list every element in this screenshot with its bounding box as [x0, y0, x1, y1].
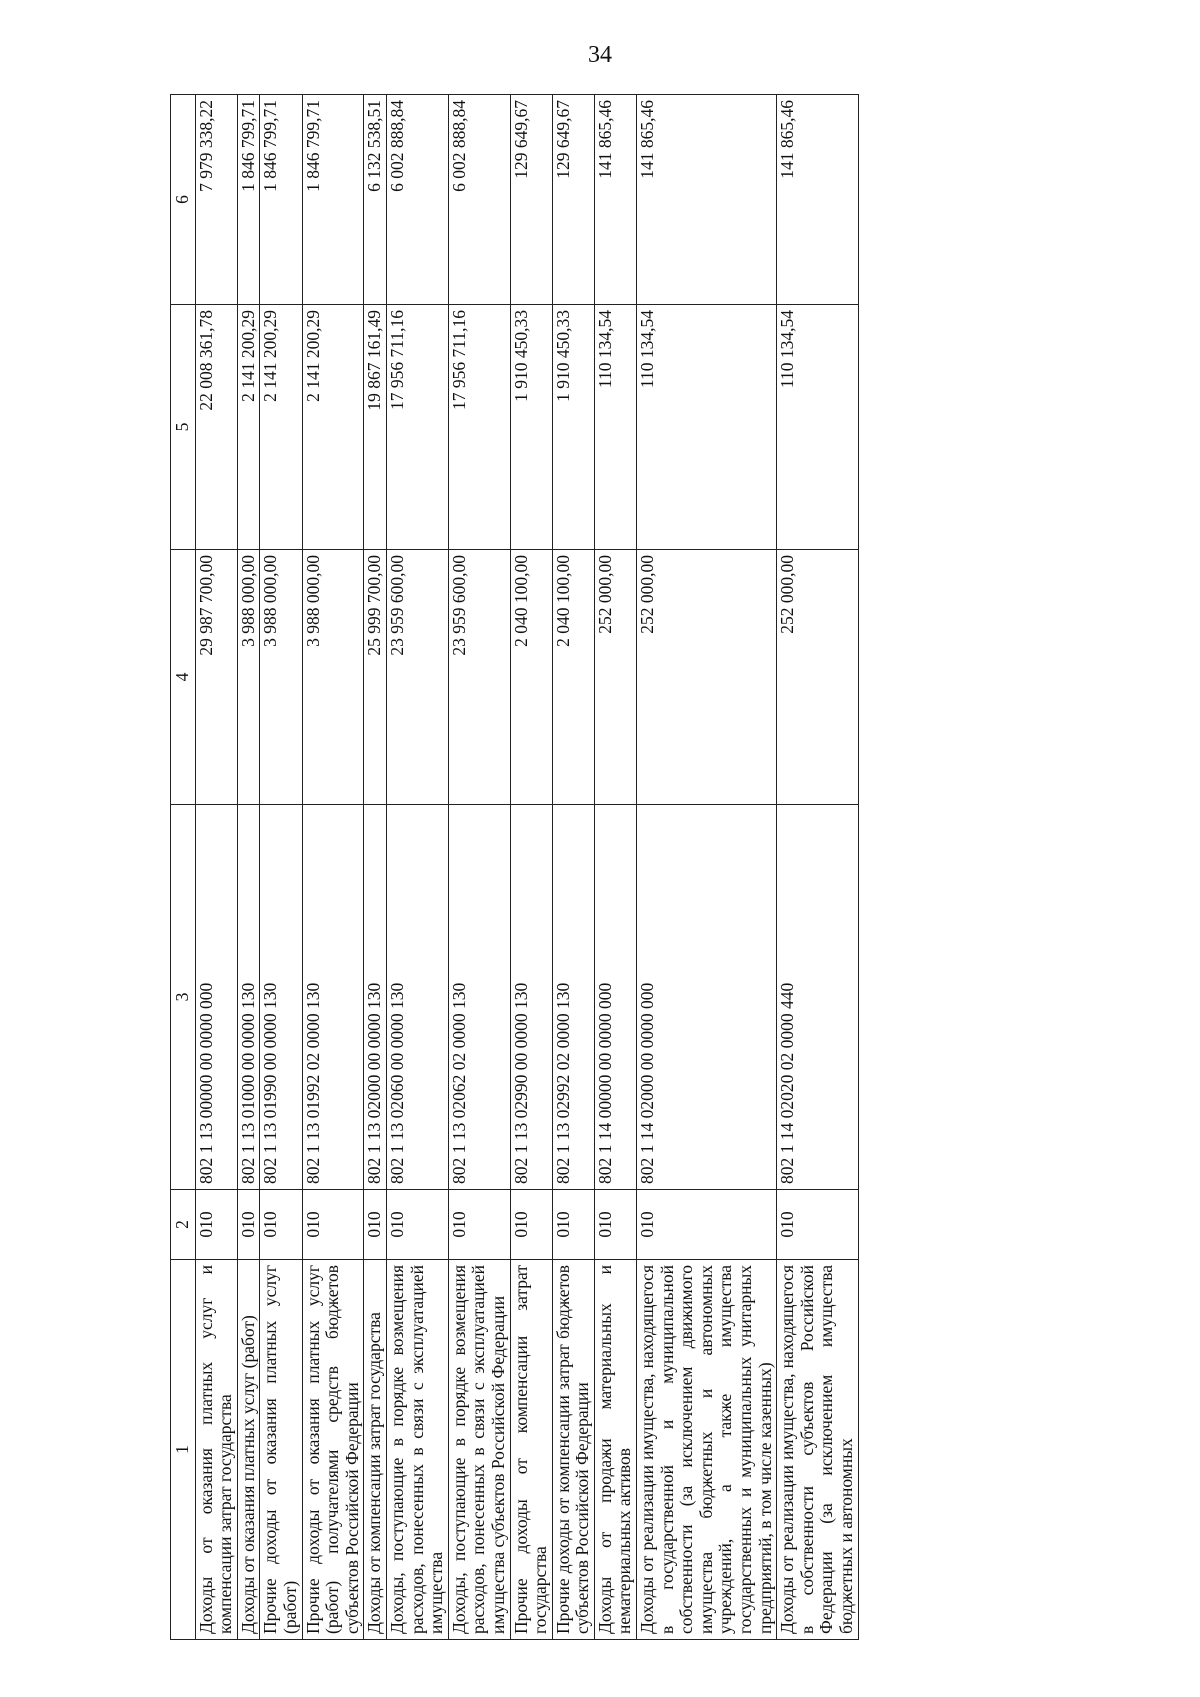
row-name-cell: Доходы от продажи материальных и нематериальных активов — [594, 1260, 636, 1640]
row-name-cell: Прочие доходы от компенсации затрат государства — [510, 1260, 552, 1640]
table-frame — [170, 95, 1160, 1640]
row-line-code-cell: 010 — [260, 1190, 302, 1260]
row-unexecuted-amount-cell: 1 846 799,71 — [237, 95, 260, 305]
table-row — [637, 95, 777, 1640]
header-col-4: 4 — [171, 550, 196, 805]
row-executed-amount-cell: 2 141 200,29 — [302, 305, 364, 550]
row-unexecuted-amount-cell: 1 846 799,71 — [302, 95, 364, 305]
row-line-code-cell: 010 — [386, 1190, 448, 1260]
row-line-code-cell: 010 — [448, 1190, 510, 1260]
row-unexecuted-amount-cell: 1 846 799,71 — [260, 95, 302, 305]
row-unexecuted-amount-cell: 141 865,46 — [637, 95, 777, 305]
row-executed-amount-cell: 1 910 450,33 — [510, 305, 552, 550]
table-row — [364, 95, 387, 1640]
table-row — [448, 95, 510, 1640]
row-executed-amount-cell: 17 956 711,16 — [448, 305, 510, 550]
row-budget-code-cell: 802 1 13 01990 00 0000 130 — [260, 805, 302, 1190]
row-budget-code-cell: 802 1 13 01992 02 0000 130 — [302, 805, 364, 1190]
row-executed-amount-cell: 2 141 200,29 — [260, 305, 302, 550]
row-budget-code-cell: 802 1 13 02000 00 0000 130 — [364, 805, 387, 1190]
row-budget-code-cell: 802 1 13 01000 00 0000 130 — [237, 805, 260, 1190]
row-executed-amount-cell: 110 134,54 — [777, 305, 858, 550]
row-name-cell: Прочие доходы от оказания платных услуг (работ) получателями средств бюджетов субъектов Российской Федерации — [302, 1260, 364, 1640]
table-row — [195, 95, 237, 1640]
table-row — [510, 95, 552, 1640]
row-name-cell: Прочие доходы от оказания платных услуг (работ) — [260, 1260, 302, 1640]
table-body — [195, 95, 858, 1640]
header-col-5: 5 — [171, 305, 196, 550]
table-row — [260, 95, 302, 1640]
row-name-cell: Доходы, поступающие в порядке возмещения расходов, понесенных в связи с эксплуатацией имущества субъектов Российской Федерации — [448, 1260, 510, 1640]
row-approved-amount-cell: 252 000,00 — [594, 550, 636, 805]
row-budget-code-cell: 802 1 13 00000 00 0000 000 — [195, 805, 237, 1190]
table-row — [594, 95, 636, 1640]
row-executed-amount-cell: 17 956 711,16 — [386, 305, 448, 550]
row-executed-amount-cell: 19 867 161,49 — [364, 305, 387, 550]
row-approved-amount-cell: 23 959 600,00 — [386, 550, 448, 805]
table-header-row — [171, 95, 196, 1640]
row-budget-code-cell: 802 1 14 02020 02 0000 440 — [777, 805, 858, 1190]
row-approved-amount-cell: 252 000,00 — [637, 550, 777, 805]
header-col-6: 6 — [171, 95, 196, 305]
row-approved-amount-cell: 29 987 700,00 — [195, 550, 237, 805]
row-executed-amount-cell: 2 141 200,29 — [237, 305, 260, 550]
row-line-code-cell: 010 — [237, 1190, 260, 1260]
table-row — [237, 95, 260, 1640]
row-budget-code-cell: 802 1 14 02000 00 0000 000 — [637, 805, 777, 1190]
row-line-code-cell: 010 — [302, 1190, 364, 1260]
header-col-2: 2 — [171, 1190, 196, 1260]
row-executed-amount-cell: 22 008 361,78 — [195, 305, 237, 550]
row-approved-amount-cell: 3 988 000,00 — [260, 550, 302, 805]
row-line-code-cell: 010 — [195, 1190, 237, 1260]
row-approved-amount-cell: 25 999 700,00 — [364, 550, 387, 805]
row-approved-amount-cell: 252 000,00 — [777, 550, 858, 805]
table-row — [386, 95, 448, 1640]
row-unexecuted-amount-cell: 129 649,67 — [510, 95, 552, 305]
row-name-cell: Прочие доходы от компенсации затрат бюджетов субъектов Российской Федерации — [552, 1260, 594, 1640]
row-unexecuted-amount-cell: 129 649,67 — [552, 95, 594, 305]
row-name-cell: Доходы от реализации имущества, находящегося в собственности субъектов Российской Федерации (за исключением имущества бюджетных и автономных — [777, 1260, 858, 1640]
row-line-code-cell: 010 — [637, 1190, 777, 1260]
row-unexecuted-amount-cell: 141 865,46 — [777, 95, 858, 305]
row-name-cell: Доходы от оказания платных услуг и компенсации затрат государства — [195, 1260, 237, 1640]
revenue-table — [170, 94, 859, 1640]
row-executed-amount-cell: 1 910 450,33 — [552, 305, 594, 550]
row-name-cell: Доходы от реализации имущества, находящегося в государственной и муниципальной собственности (за исключением движимого имущества бюджетных и автономных учреждений, а также имущества государственных и муниципальных унитарных предприятий, в том числе казенных) — [637, 1260, 777, 1640]
row-approved-amount-cell: 2 040 100,00 — [510, 550, 552, 805]
row-unexecuted-amount-cell: 6 002 888,84 — [386, 95, 448, 305]
row-name-cell: Доходы от компенсации затрат государства — [364, 1260, 387, 1640]
row-executed-amount-cell: 110 134,54 — [637, 305, 777, 550]
header-col-1: 1 — [171, 1260, 196, 1640]
header-col-3: 3 — [171, 805, 196, 1190]
row-line-code-cell: 010 — [364, 1190, 387, 1260]
table-row — [302, 95, 364, 1640]
row-line-code-cell: 010 — [594, 1190, 636, 1260]
row-line-code-cell: 010 — [777, 1190, 858, 1260]
row-name-cell: Доходы от оказания платных услуг (работ) — [237, 1260, 260, 1640]
row-unexecuted-amount-cell: 6 132 538,51 — [364, 95, 387, 305]
row-budget-code-cell: 802 1 13 02062 02 0000 130 — [448, 805, 510, 1190]
row-approved-amount-cell: 2 040 100,00 — [552, 550, 594, 805]
row-unexecuted-amount-cell: 7 979 338,22 — [195, 95, 237, 305]
row-budget-code-cell: 802 1 14 00000 00 0000 000 — [594, 805, 636, 1190]
rotated-table-container — [170, 95, 1160, 1640]
row-line-code-cell: 010 — [510, 1190, 552, 1260]
page-number: 34 — [588, 42, 612, 68]
row-name-cell: Доходы, поступающие в порядке возмещения расходов, понесенных в связи с эксплуатацией имущества — [386, 1260, 448, 1640]
row-budget-code-cell: 802 1 13 02060 00 0000 130 — [386, 805, 448, 1190]
row-line-code-cell: 010 — [552, 1190, 594, 1260]
table-row — [777, 95, 858, 1640]
row-approved-amount-cell: 23 959 600,00 — [448, 550, 510, 805]
row-budget-code-cell: 802 1 13 02992 02 0000 130 — [552, 805, 594, 1190]
row-approved-amount-cell: 3 988 000,00 — [237, 550, 260, 805]
row-executed-amount-cell: 110 134,54 — [594, 305, 636, 550]
row-budget-code-cell: 802 1 13 02990 00 0000 130 — [510, 805, 552, 1190]
row-unexecuted-amount-cell: 6 002 888,84 — [448, 95, 510, 305]
row-unexecuted-amount-cell: 141 865,46 — [594, 95, 636, 305]
row-approved-amount-cell: 3 988 000,00 — [302, 550, 364, 805]
table-row — [552, 95, 594, 1640]
